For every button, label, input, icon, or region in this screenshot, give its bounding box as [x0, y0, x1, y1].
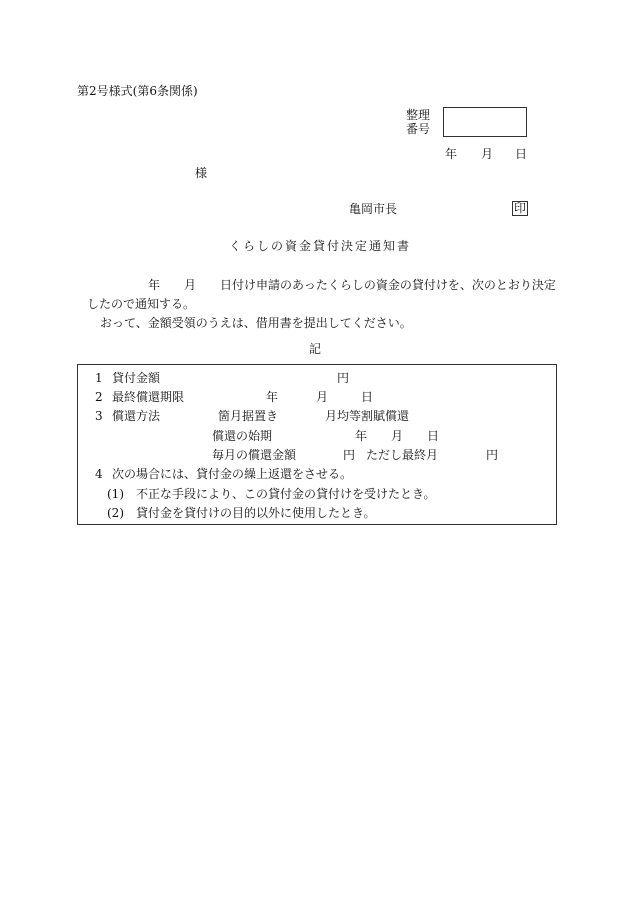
item-4-number: 4	[95, 467, 103, 481]
item-4-sub1-text: 不正な手段により、この貸付金の貸付けを受けたとき。	[136, 487, 436, 501]
item-1-unit: 円	[337, 371, 350, 385]
item-3-start-day: 日	[427, 429, 440, 443]
ref-no-box[interactable]	[443, 107, 527, 137]
item-1-label: 貸付金額	[112, 371, 161, 385]
issuer-name: 亀岡市長	[349, 202, 398, 216]
item-2-year: 年	[266, 390, 279, 404]
body-line-2: したので通知する。	[87, 297, 196, 311]
item-3-monthly-label: 毎月の償還金額	[212, 448, 297, 462]
item-3-start-month: 月	[391, 429, 404, 443]
body-month: 月	[184, 278, 197, 292]
item-3-deferral: 箇月据置き	[218, 409, 279, 423]
item-3-number: 3	[95, 409, 103, 423]
ref-no-label-1: 整理	[406, 108, 431, 122]
ref-no-label-2: 番号	[406, 122, 431, 136]
addressee-suffix: 様	[195, 166, 208, 180]
item-3-monthly-unit: 円	[343, 448, 356, 462]
item-3-last-label: ただし最終月	[366, 448, 439, 462]
item-1-number: 1	[95, 371, 103, 385]
date-year: 年	[445, 147, 458, 161]
ki-heading: 記	[309, 342, 322, 356]
item-4-sub2-number: (2)	[107, 506, 124, 520]
document-title: くらしの資金貸付決定通知書	[229, 239, 412, 253]
body-line-3: おって、金額受領のうえは、借用書を提出してください。	[100, 316, 412, 330]
seal-label: 印	[514, 201, 527, 215]
item-2-number: 2	[95, 390, 103, 404]
item-3-last-unit: 円	[486, 448, 499, 462]
seal-mark	[512, 201, 528, 216]
item-3-installment: 月均等割賦償還	[325, 409, 410, 423]
item-3-start-year: 年	[355, 429, 368, 443]
form-label: 第2号様式(第6条関係)	[77, 84, 198, 98]
item-2-month: 月	[316, 390, 329, 404]
date-month: 月	[481, 147, 494, 161]
item-3-label: 償還方法	[112, 409, 161, 423]
item-3-start-label: 償還の始期	[212, 429, 273, 443]
body-year: 年	[148, 278, 161, 292]
item-4-label: 次の場合には、貸付金の繰上返還をさせる。	[112, 467, 353, 481]
item-2-label: 最終償還期限	[112, 390, 185, 404]
body-line-1: 日付け申請のあったくらしの資金の貸付けを、次のとおり決定	[220, 278, 556, 292]
item-4-sub1-number: (1)	[107, 487, 124, 501]
item-2-day: 日	[361, 390, 374, 404]
date-day: 日	[515, 147, 528, 161]
item-4-sub2-text: 貸付金を貸付けの目的以外に使用したとき。	[136, 506, 376, 520]
